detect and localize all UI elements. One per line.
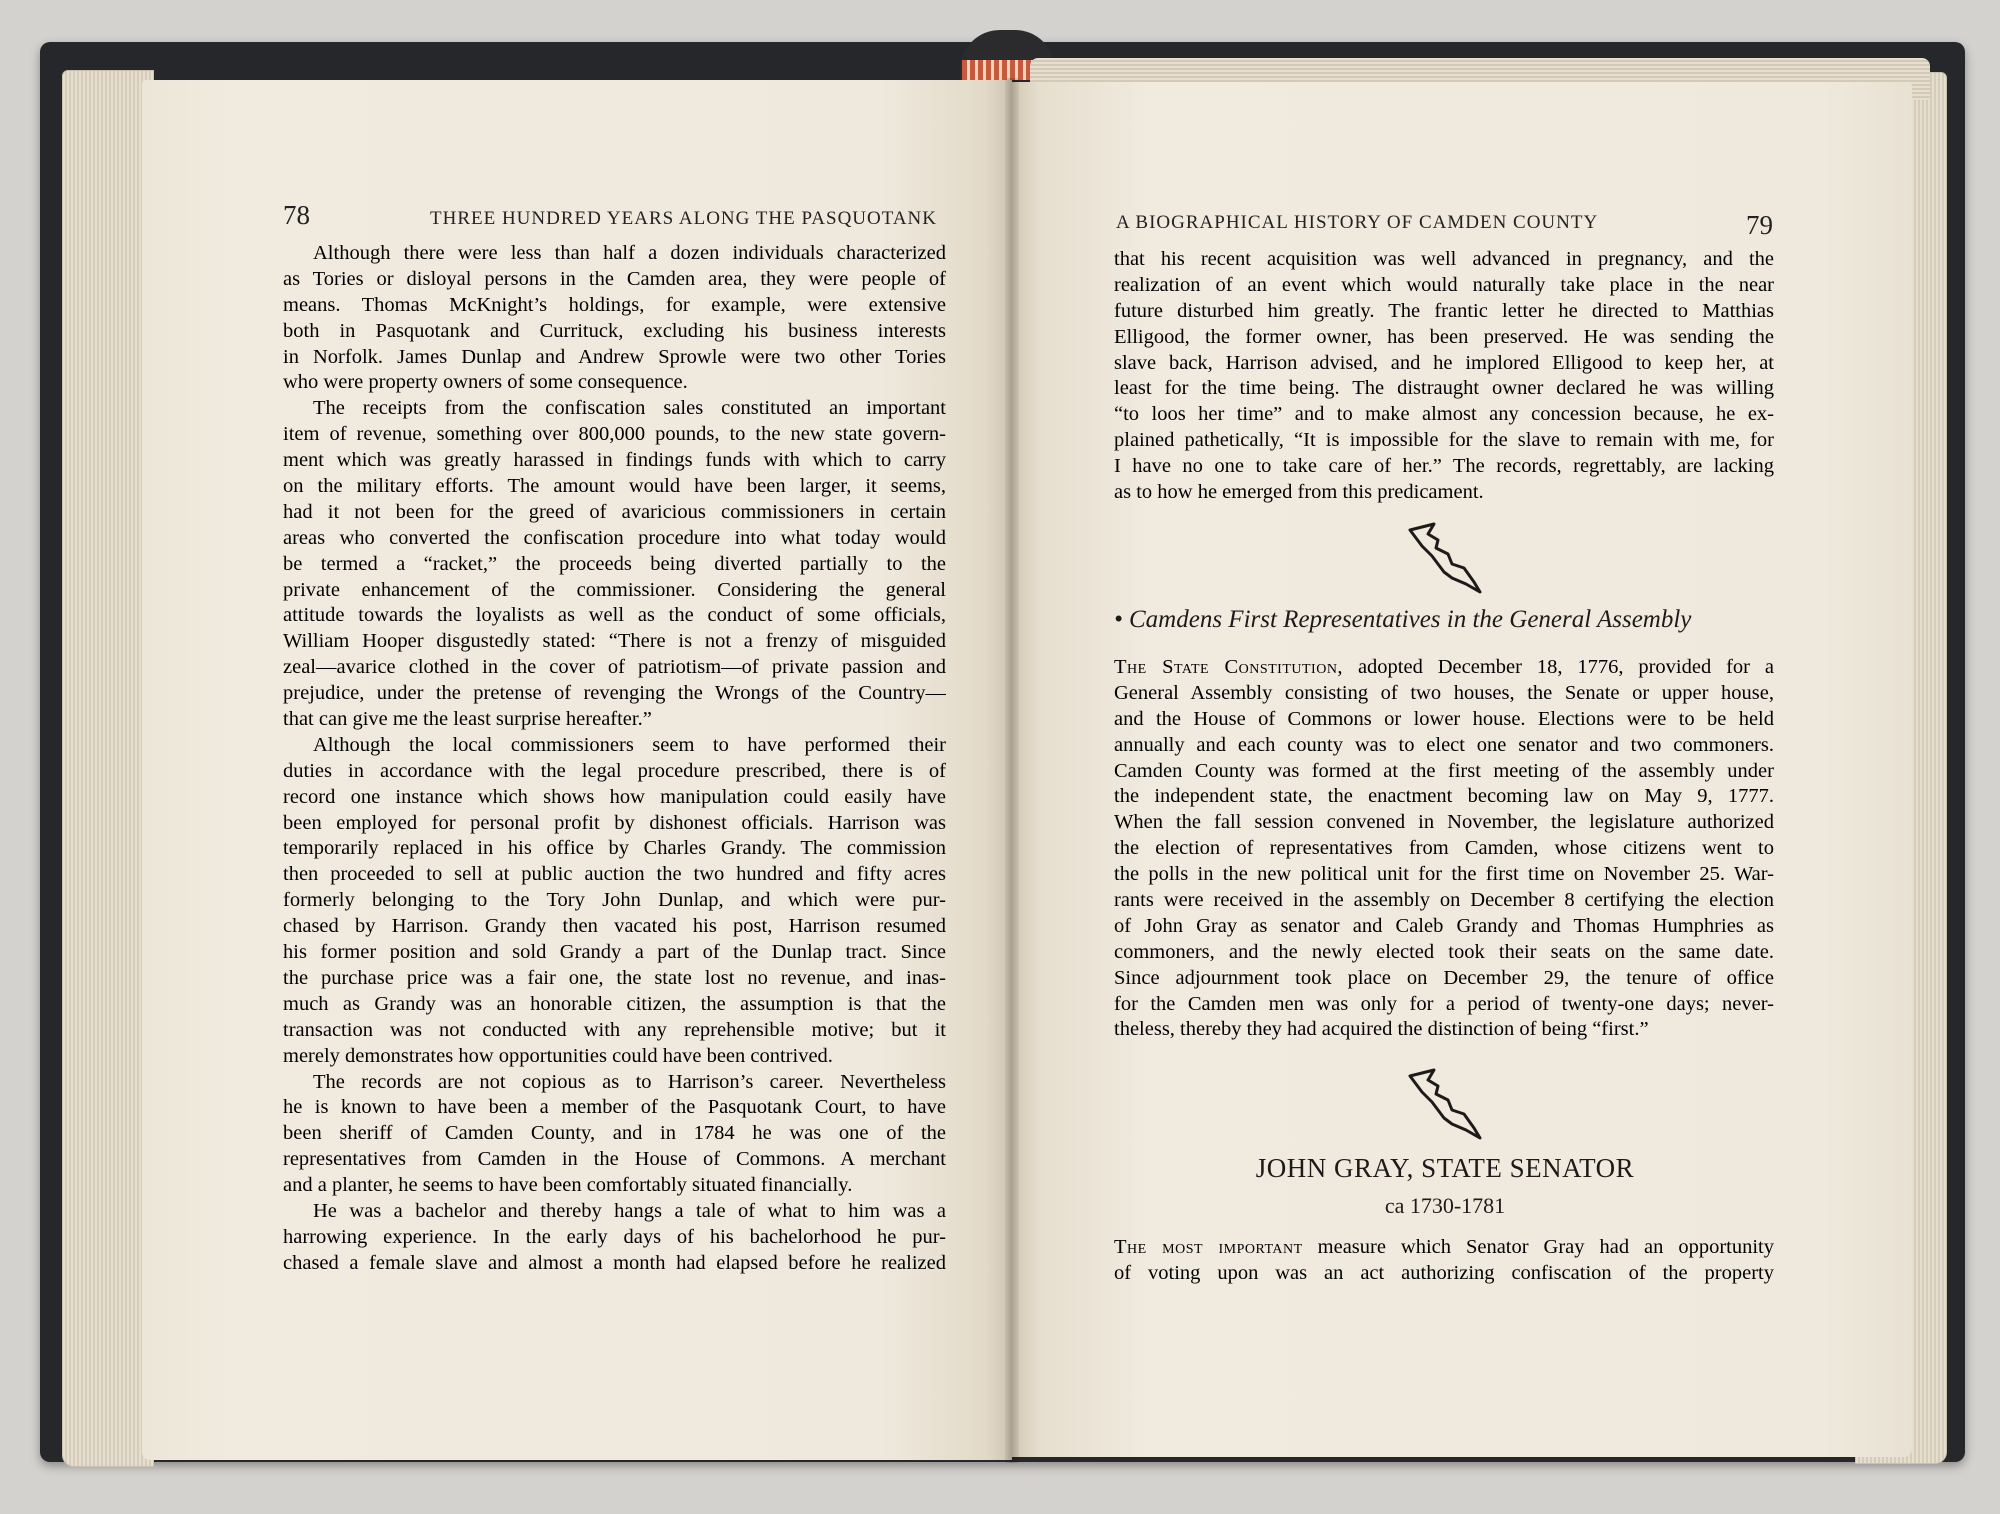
small-caps-lead: The most important: [1114, 1236, 1303, 1258]
text-line: Since adjournment took place on December 29, the tenure of office: [1114, 966, 1774, 989]
left-body-text: [283, 241, 946, 1277]
page-number-right: 79: [1746, 210, 1773, 240]
right-body-text-section: [1114, 655, 1774, 1043]
text-line: had it not been for the greed of avaricious commissioners in certain: [283, 500, 946, 523]
ornament-map-icon-2: [1408, 1068, 1488, 1140]
text-line: both in Pasquotank and Currituck, excluding his business interests: [283, 319, 946, 342]
text-line: The State Constitution, adopted December 18, 1776, provided for a: [1114, 656, 1774, 678]
text-line: record one instance which shows how manipulation could easily have: [283, 785, 946, 808]
text-line: the independent state, the enactment becoming law on May 9, 1777.: [1114, 785, 1774, 808]
text-line: transaction was not conducted with any reprehensible motive; but it: [283, 1018, 946, 1041]
text-line: Elligood, the former owner, has been preserved. He was sending the: [1114, 325, 1774, 348]
section-heading: • Camdens First Representatives in the General Assembly: [1114, 606, 1692, 633]
running-head-left: THREE HUNDRED YEARS ALONG THE PASQUOTANK: [430, 208, 937, 229]
right-body-text-top: [1114, 247, 1774, 506]
text-line: who were property owners of some consequence.: [283, 371, 688, 394]
text-line: When the fall session convened in November, the legislature authorized: [1114, 811, 1774, 834]
text-line: temporarily replaced in his office by Charles Grandy. The commission: [283, 837, 946, 860]
text-line: then proceeded to sell at public auction the two hundred and fifty acres: [283, 863, 946, 886]
text-line: that can give me the least surprise hereafter.”: [283, 708, 652, 731]
text-line: prejudice, under the pretense of revenging the Wrongs of the Country—: [283, 682, 946, 705]
text-line: his former position and sold Grandy a part of the Dunlap tract. Since: [283, 941, 946, 964]
text-line: the purchase price was a fair one, the state lost no revenue, and inas-: [283, 966, 946, 989]
small-caps-lead: The State Constitution,: [1114, 656, 1344, 678]
running-head-right: A BIOGRAPHICAL HISTORY OF CAMDEN COUNTY: [1116, 212, 1599, 233]
text-line: zeal—avarice clothed in the cover of patriotism—of private passion and: [283, 656, 946, 679]
text-line: representatives from Camden in the House of Commons. A merchant: [283, 1148, 946, 1171]
text-line: Although there were less than half a dozen individuals characterized: [313, 242, 946, 264]
text-line: item of revenue, something over 800,000 pounds, to the new state govern-: [283, 423, 946, 446]
text-line: plained pathetically, “It is impossible for the slave to remain with me, for: [1114, 429, 1774, 452]
text-line: attitude towards the loyalists as well as the conduct of some officials,: [283, 604, 946, 627]
text-line: merely demonstrates how opportunities could have been contrived.: [283, 1044, 833, 1067]
text-line: as to how he emerged from this predicament.: [1114, 481, 1484, 504]
text-line: of John Gray as senator and Caleb Grandy and Thomas Humphries as: [1114, 914, 1774, 937]
text-line: I have no one to take care of her.” The records, regrettably, are lacking: [1114, 455, 1774, 478]
text-line: The records are not copious as to Harrison’s career. Nevertheless: [313, 1070, 946, 1093]
text-line: realization of an event which would naturally take place in the near: [1114, 273, 1774, 296]
text-line: The receipts from the confiscation sales constituted an important: [313, 397, 946, 420]
text-line: and a planter, he seems to have been comfortably situated financially.: [283, 1174, 853, 1197]
bio-title: JOHN GRAY, STATE SENATOR: [1255, 1153, 1635, 1183]
text-line: the election of representatives from Camden, whose citizens went to: [1114, 837, 1774, 860]
text-line: private enhancement of the commissioner. Considering the general: [283, 578, 946, 601]
text-line: the polls in the new political unit for the first time on November 25. War-: [1114, 863, 1774, 886]
text-line: been sheriff of Camden County, and in 1784 he was one of the: [283, 1122, 946, 1145]
text-line: on the military efforts. The amount would have been larger, it seems,: [283, 475, 946, 498]
book-gutter: [1005, 78, 1019, 1463]
text-line: William Hooper disgustedly stated: “There is not a frenzy of misguided: [283, 630, 946, 653]
text-line: The most important measure which Senator Gray had an opportunity: [1114, 1236, 1774, 1258]
text-line: ment which was greatly harassed in findings funds with which to carry: [283, 449, 946, 472]
text-line: slave back, Harrison advised, and he implored Elligood to keep her, at: [1114, 351, 1774, 374]
text-line: He was a bachelor and thereby hangs a tale of what to him was a: [313, 1199, 946, 1222]
text-line: that his recent acquisition was well advanced in pregnancy, and the: [1114, 248, 1774, 270]
text-line: he is known to have been a member of the Pasquotank Court, to have: [283, 1096, 946, 1119]
text-line: chased by Harrison. Grandy then vacated his post, Harrison resumed: [283, 915, 946, 938]
text-line: in Norfolk. James Dunlap and Andrew Sprowle were two other Tories: [283, 345, 946, 368]
text-line: harrowing experience. In the early days of his bachelorhood he pur-: [283, 1225, 946, 1248]
text-line: means. Thomas McKnight’s holdings, for example, were extensive: [283, 293, 946, 316]
text-line: commoners, and the newly elected took their seats on the same date.: [1114, 940, 1774, 963]
text-line: Although the local commissioners seem to have performed their: [313, 733, 946, 756]
page-edges-left: [62, 70, 154, 1467]
text-line: Camden County was formed at the first meeting of the assembly under: [1114, 759, 1774, 782]
text-line: rants were received in the assembly on December 8 certifying the election: [1114, 889, 1774, 912]
page-number-left: 78: [283, 200, 310, 230]
text-line: future disturbed him greatly. The frantic letter he directed to Matthias: [1114, 299, 1774, 322]
bio-dates: ca 1730-1781: [1384, 1193, 1506, 1218]
right-body-text-bio: [1114, 1235, 1774, 1287]
text-line: of voting upon was an act authorizing confiscation of the property: [1114, 1261, 1774, 1284]
text-line: theless, thereby they had acquired the distinction of being “first.”: [1114, 1018, 1649, 1041]
text-line: annually and each county was to elect one senator and two commoners.: [1114, 733, 1774, 756]
text-line: for the Camden men was only for a period of twenty-one days; never-: [1114, 992, 1774, 1015]
ornament-map-icon: [1408, 522, 1488, 594]
text-line: least for the time being. The distraught owner declared he was willing: [1114, 377, 1774, 400]
text-line: chased a female slave and almost a month had elapsed before he realized: [283, 1251, 946, 1274]
text-line: formerly belonging to the Tory John Dunlap, and which were pur-: [283, 889, 946, 912]
text-line: be termed a “racket,” the proceeds being diverted partially to the: [283, 552, 946, 575]
text-line: duties in accordance with the legal procedure prescribed, there is of: [283, 759, 946, 782]
text-line: as Tories or disloyal persons in the Camden area, they were people of: [283, 267, 946, 290]
text-line: “to loos her time” and to make almost any concession because, he ex-: [1114, 403, 1774, 426]
text-line: and the House of Commons or lower house. Elections were to be held: [1114, 707, 1774, 730]
text-line: areas who converted the confiscation procedure into what today would: [283, 526, 946, 549]
text-line: been employed for personal profit by dishonest officials. Harrison was: [283, 811, 946, 834]
text-line: General Assembly consisting of two houses, the Senate or upper house,: [1114, 681, 1774, 704]
text-line: much as Grandy was an honorable citizen, the assumption is that the: [283, 992, 946, 1015]
